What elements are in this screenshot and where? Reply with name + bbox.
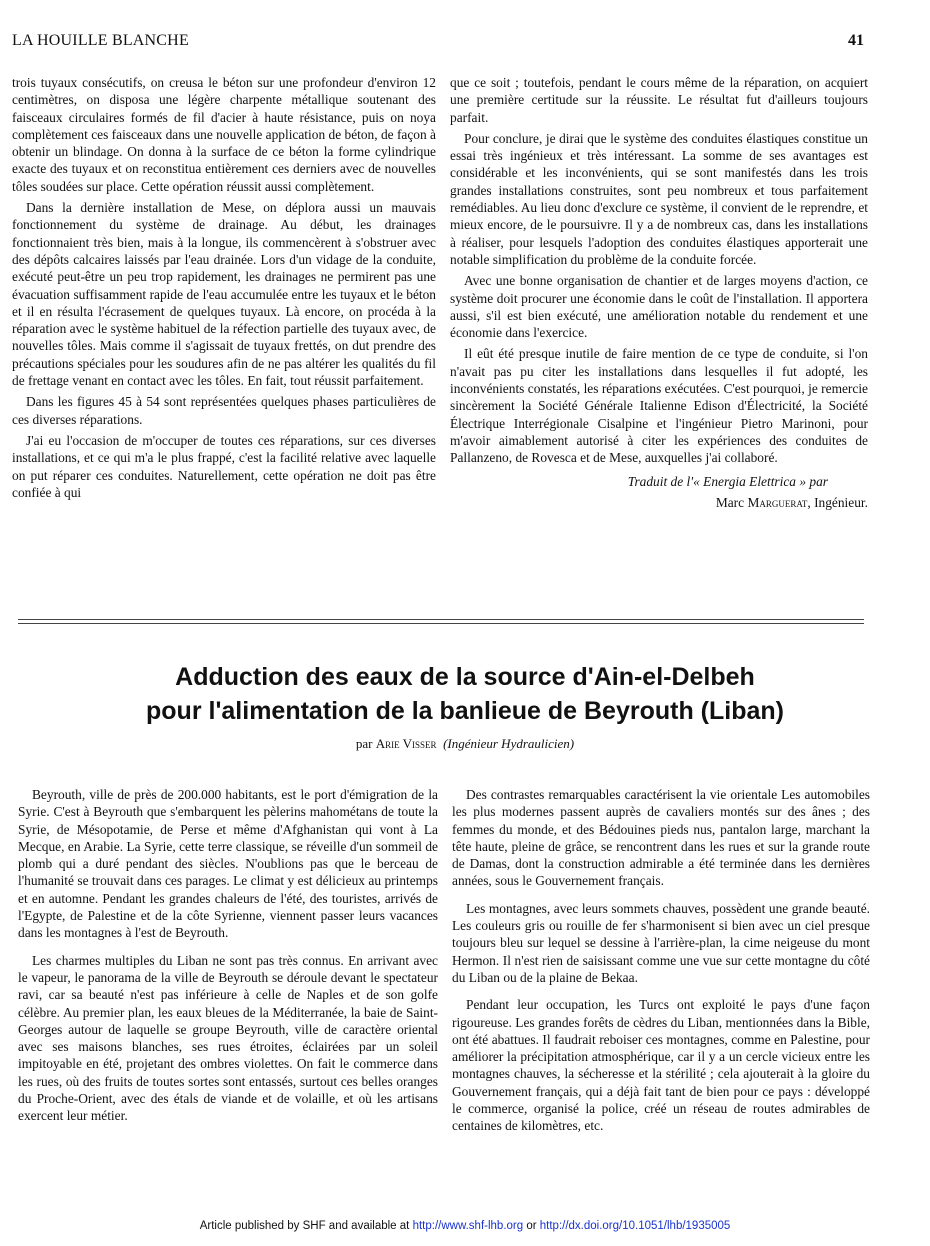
- paragraph: Beyrouth, ville de près de 200.000 habitants, est le port d'émigration de la Syrie. C'est à Beyrouth que s'embarquent les pèlerins mahométans de toute la Syrie, de Mésopotamie, de Perse et même d'Afghanistan qui vont à La Mecque, en Arabie. La Syrie, cette terre classique, se réveille d'un sommeil de plomb qui a duré pendant des siècles. N'oublions pas que le berceau de l'humanité se trouvait dans ces parages. Le climat y est délicieux au printemps et en automne. Pendant les grandes chaleurs de l'été, des touristes, arrivés de l'Egypte, de Palestine et de la côte Syrienne, viennent passer leurs vacances dans les montagnes à l'est de Beyrouth.: [18, 787, 438, 941]
- paragraph: Dans la dernière installation de Mese, on déplora aussi un mauvais fonctionnement du système de drainage. Au début, les drainages fonctionnaient très bien, mais à la longue, ils commencèrent à s'obstruer avec des dépôts calcaires laissés par l'eau drainée. Lors d'un vidage de la conduite, exécuté peut-être un peu trop rapidement, les drainages ne permirent pas une évacuation suffisamment rapide de l'eau accumulée entre les tuyaux et le béton et il en résulta l'écrasement de quelques tuyaux. Là encore, on procéda à la réparation avec le système habituel de la réfection partielle des tuyaux avec, de nouvelles tôles. Mais comme il s'agissait de tuyaux frettés, on dut prendre des précautions spéciales pour les soudures afin de ne pas altérer les qualités du fil de frettage venant en contact avec les tôles. En fait, tout réussit parfaitement.: [12, 200, 436, 389]
- running-head: LA HOUILLE BLANCHE: [12, 32, 189, 49]
- paragraph: Des contrastes remarquables caractérisent la vie orientale Les automobiles les plus modernes passent auprès de cavaliers montés sur des ânes ; des femmes du monde, et des Bédouines pieds nus, pantalon large, marchant la tête haute, pleine de grâce, se rencontrent dans les rues et sur la grande route de Damas, dont la construction admirable a été terminée dans les dernières années, sous le Gouvernement français.: [452, 787, 870, 889]
- translator-last-name: Marguerat: [747, 494, 808, 510]
- paragraph: Il eût été presque inutile de faire mention de ce type de conduite, si l'on n'avait pas pu citer les installations dans lesquelles il fut adopté, les inconvénients constatés, les réparations exécutées. C'est pourquoi, je remercie sincèrement la Société Générale Italienne Edison d'Électricité, la Société Électrique Interrégionale Cisalpine et l'ingénieur Pietro Marinoni, pour m'avoir aimablement autorisé à citer les expériences des conduites de Pallanzeno, de Rovesca et de Mese, auxquelles j'ai collaboré.: [450, 346, 868, 466]
- top-right-column: [450, 74, 868, 513]
- article-author: Arie Visser: [375, 736, 437, 751]
- footer-text: Article published by SHF and available at: [199, 1220, 413, 1232]
- paragraph: Pendant leur occupation, les Turcs ont exploité le pays d'une façon rigoureuse. Les grandes forêts de cèdres du Liban, mentionnées dans la Bible, ont été abattues. Il faudrait reboiser ces montagnes, comme en Palestine, pour améliorer la précipitation atmosphérique, car il y a un cercle vicieux entre les montagnes chauves, la sécheresse et la stérilité ; cela ajouterait à la gloire du Gouvernement français, qui a déjà fait tant de bien pour ce pays : développé le commerce, organisé la police, créé un réseau de routes admirables de centaines de kilomètres, etc.: [452, 997, 870, 1134]
- section-divider: [18, 619, 864, 620]
- top-left-column: [12, 74, 436, 505]
- footer-text: or: [523, 1220, 540, 1232]
- article-title-line: Adduction des eaux de la source d'Ain-el-Delbeh: [175, 663, 755, 691]
- bottom-left-column: [18, 786, 438, 1135]
- bottom-right-column: [452, 786, 870, 1145]
- translator-first-name: Marc: [715, 494, 745, 510]
- paragraph: Dans les figures 45 à 54 sont représentées quelques phases particulières de ces diverses réparations.: [12, 394, 436, 427]
- article-byline: [0, 736, 930, 752]
- translator-name: [450, 492, 868, 513]
- article-author-role: (Ingénieur Hydraulicien): [443, 736, 575, 751]
- translator-signature: [450, 471, 868, 513]
- translation-source: Traduit de l'« Energia Elettrica » par: [627, 473, 828, 489]
- paragraph: J'ai eu l'occasion de m'occuper de toutes ces réparations, sur ces diverses installations, et ce qui m'a le plus frappé, c'est la facilité relative avec laquelle on put réparer ces conduites. Naturellement, cette opération ne doit pas être confiée à qui: [12, 432, 436, 500]
- byline-prefix: par: [355, 736, 373, 751]
- article-title-line: pour l'alimentation de la banlieue de Beyrouth (Liban): [146, 697, 784, 725]
- article-title: [0, 660, 930, 728]
- paragraph: Avec une bonne organisation de chantier et de larges moyens d'action, ce système doit procurer une économie dans le coût de l'installation. Il apportera aussi, s'il est bien exécuté, une amélioration notable du rendement et une économie dans l'exercice.: [450, 273, 868, 341]
- paragraph: Les montagnes, avec leurs sommets chauves, possèdent une grande beauté. Les couleurs gris ou rouille de fer s'harmonisent si bien avec un ciel presque toujours bleu sur lequel se dessine à l'arrière-plan, la cime neigeuse du mont Hermon. Il n'est rien de saisissant comme une vue sur cette montagne du côté du Liban ou de la plaine de Bekaa.: [452, 900, 870, 985]
- paragraph: trois tuyaux consécutifs, on creusa le béton sur une profondeur d'environ 12 centimètres, on disposa une légère charpente métallique soutenant des faisceaux circulaires formés de fil d'acier à haute résistance, puis on noya complètement ces faisceaux dans une nouvelle application de béton, de façon à obtenir un blindage. On donna à la surface de ce béton la forme cylindrique exacte des tuyaux et on reconstitua entièrement ces derniers avec de nouvelles tôles soudées sur place. Cette opération réussit aussi complètement.: [12, 75, 436, 194]
- translator-role: , Ingénieur.: [807, 494, 868, 510]
- doi-link[interactable]: http://dx.doi.org/10.1051/lhb/1935005: [539, 1220, 731, 1232]
- paragraph: Pour conclure, je dirai que le système des conduites élastiques constitue un essai très ingénieux et très intéressant. La somme de ses avantages est considérable et les inconvénients, qui se sont manifestés dans les trois grandes installations construites, sont peu nombreux et tous parfaitement remédiables. Au lieu donc d'exclure ce système, il convient de le reprendre, et mieux encore, de le poursuivre. Il y a de nombreux cas, dans les installations à réaliser, pour lesquels l'adoption des conduites élastiques apporterait une notable simplification du problème de la conduite forcée.: [450, 130, 868, 267]
- paragraph: que ce soit ; toutefois, pendant le cours même de la réparation, on acquiert une première certitude sur la réussite. Le résultat fut d'ailleurs toujours parfait.: [450, 75, 868, 125]
- section-divider: [18, 623, 864, 624]
- publication-footer: [0, 1220, 930, 1232]
- paragraph: Les charmes multiples du Liban ne sont pas très connus. En arrivant avec le vapeur, le panorama de la ville de Beyrouth se déroule devant le spectateur ravi, car sa beauté n'est pas inférieure à celle de Naples et de son golfe célèbre. Au premier plan, les eaux bleues de la Méditerranée, la baie de Saint-Georges autour de laquelle se groupe Beyrouth, ville de caractère oriental avec ses maisons blanches, ses rues étroites, éclairées par un soleil impitoyable en été, projetant des ombres violettes. On fait le commerce dans les rues, où des fruits de toutes sortes sont entassés, surtout ces belles oranges du Proche-Orient, avec des étals de viande et de volaille, et où les artisans exercent leur métier.: [18, 952, 438, 1124]
- shf-link[interactable]: http://www.shf-lhb.org: [412, 1220, 524, 1232]
- page-number: 41: [848, 32, 864, 49]
